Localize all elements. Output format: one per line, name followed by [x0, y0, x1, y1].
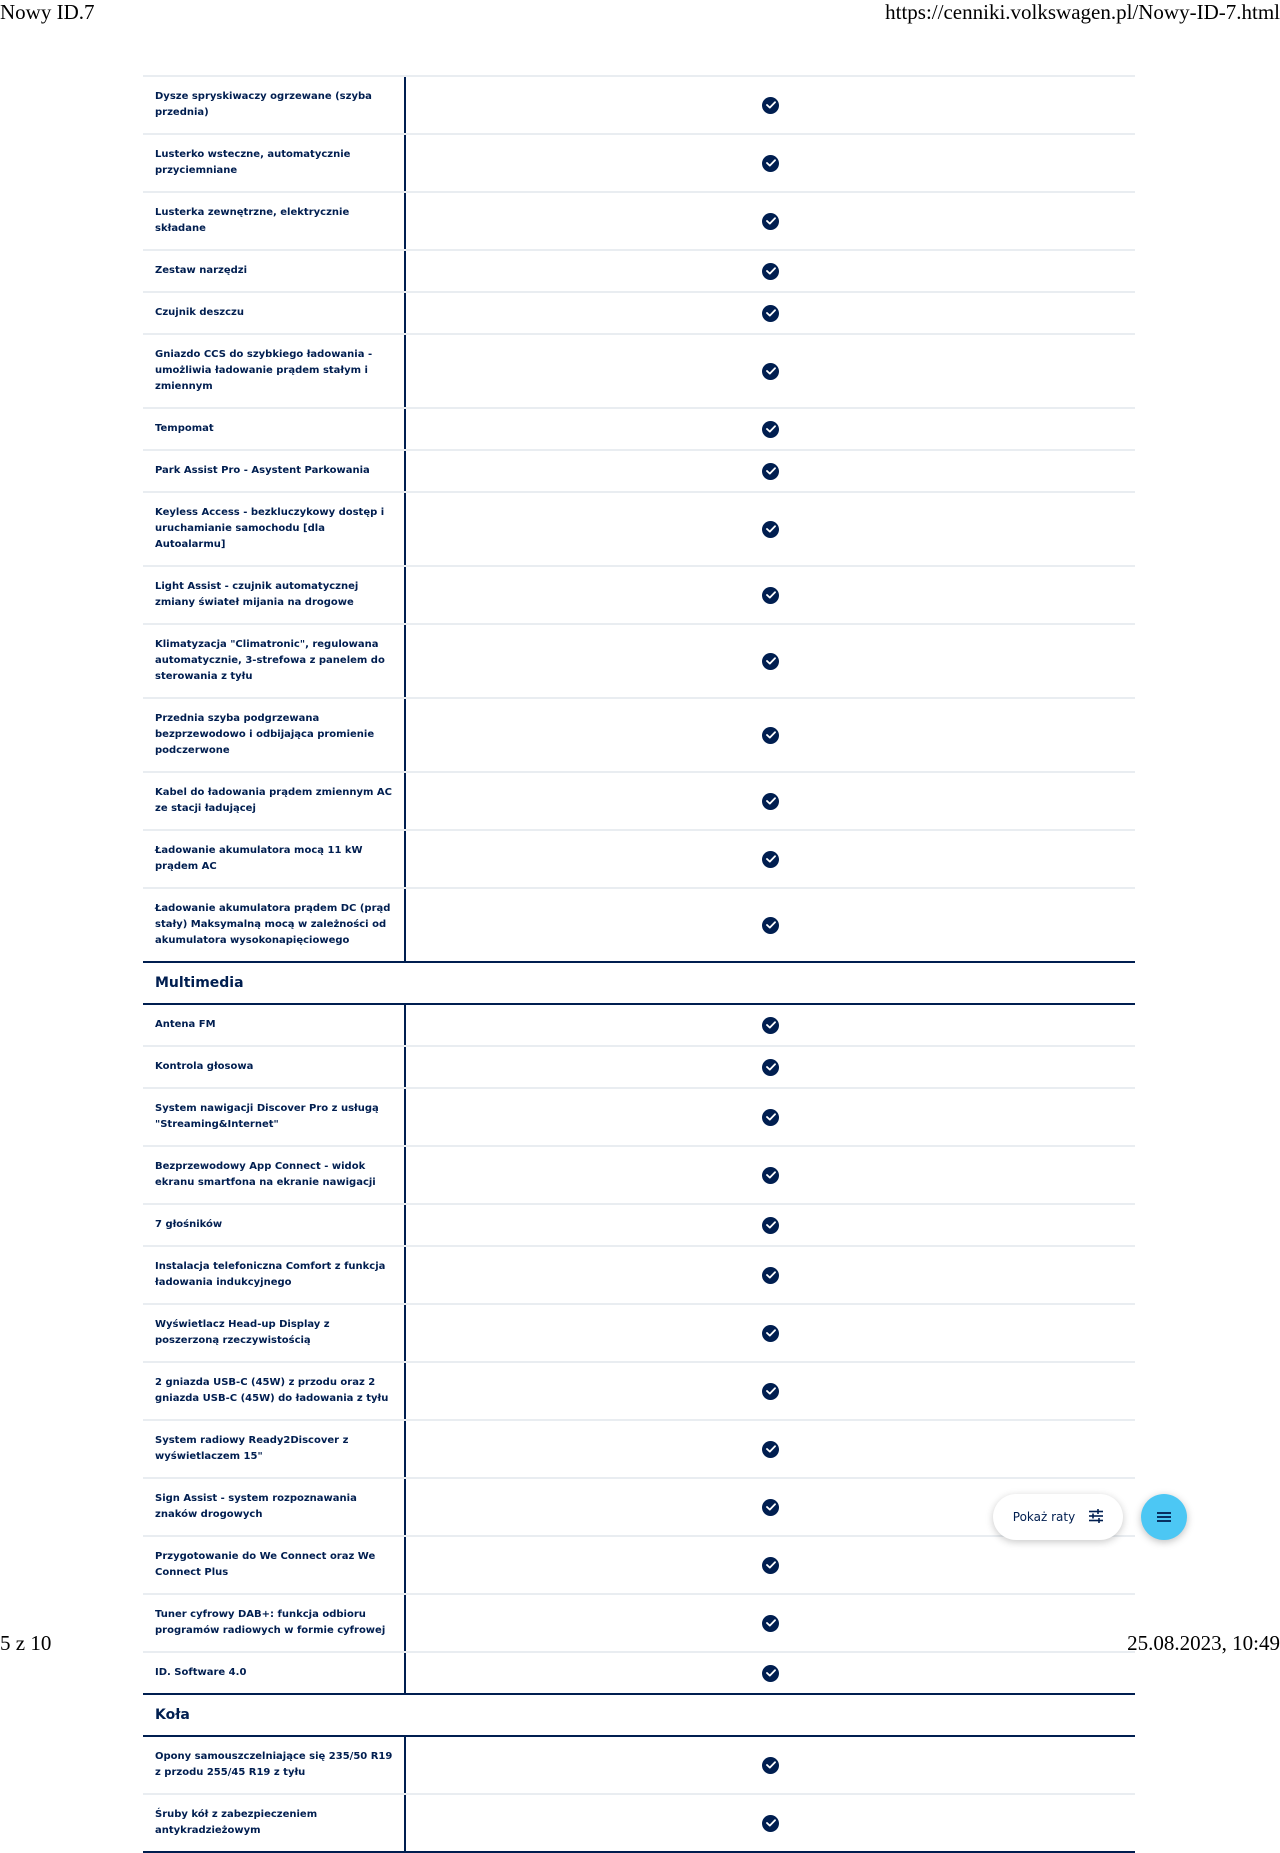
feature-label: Opony samouszczelniające się 235/50 R19 z przodu 255/45 R19 z tyłu: [143, 1737, 406, 1793]
check-circle-icon: [762, 1217, 779, 1234]
feature-availability: [406, 1047, 1135, 1087]
print-header: [0, 0, 1280, 24]
feature-availability: [406, 77, 1135, 133]
table-row: [143, 771, 1135, 829]
table-row: [143, 291, 1135, 333]
menu-button[interactable]: [1141, 1494, 1187, 1540]
feature-availability: [406, 625, 1135, 697]
check-circle-icon: [762, 155, 779, 172]
feature-label: System nawigacji Discover Pro z usługą "Streaming&Internet": [143, 1089, 406, 1145]
check-circle-icon: [762, 213, 779, 230]
check-circle-icon: [762, 363, 779, 380]
check-circle-icon: [762, 1499, 779, 1516]
table-row: [143, 1045, 1135, 1087]
feature-availability: [406, 1653, 1135, 1693]
table-row: [143, 491, 1135, 565]
feature-availability: [406, 251, 1135, 291]
feature-availability: [406, 1247, 1135, 1303]
print-datetime: 25.08.2023, 10:49: [1127, 1631, 1280, 1655]
feature-label: Klimatyzacja "Climatronic", regulowana automatycznie, 3-strefowa z panelem do sterowania z tyłu: [143, 625, 406, 697]
table-row: [143, 1087, 1135, 1145]
feature-availability: [406, 567, 1135, 623]
table-row: [143, 133, 1135, 191]
feature-availability: [406, 335, 1135, 407]
feature-availability: [406, 1537, 1135, 1593]
feature-label: System radiowy Ready2Discover z wyświetlaczem 15": [143, 1421, 406, 1477]
sliders-icon: [1089, 1509, 1103, 1526]
feature-availability: [406, 1795, 1135, 1851]
check-circle-icon: [762, 917, 779, 934]
check-circle-icon: [762, 1267, 779, 1284]
feature-label: Bezprzewodowy App Connect - widok ekranu smartfona na ekranie nawigacji: [143, 1147, 406, 1203]
check-circle-icon: [762, 421, 779, 438]
feature-availability: [406, 135, 1135, 191]
feature-label: 7 głośników: [143, 1205, 406, 1245]
equipment-table: [143, 75, 1135, 1853]
check-circle-icon: [762, 851, 779, 868]
check-circle-icon: [762, 1167, 779, 1184]
table-row: [143, 1793, 1135, 1851]
feature-availability: [406, 293, 1135, 333]
table-row: [143, 191, 1135, 249]
feature-availability: [406, 699, 1135, 771]
feature-label: Instalacja telefoniczna Comfort z funkcja ładowania indukcyjnego: [143, 1247, 406, 1303]
check-circle-icon: [762, 793, 779, 810]
check-circle-icon: [762, 305, 779, 322]
table-row: [143, 1303, 1135, 1361]
feature-availability: [406, 409, 1135, 449]
table-row: [143, 1651, 1135, 1693]
check-circle-icon: [762, 1815, 779, 1832]
check-circle-icon: [762, 587, 779, 604]
feature-label: Keyless Access - bezkluczykowy dostęp i uruchamianie samochodu [dla Autoalarmu]: [143, 493, 406, 565]
feature-label: Czujnik deszczu: [143, 293, 406, 333]
feature-availability: [406, 1363, 1135, 1419]
table-row: [143, 1419, 1135, 1477]
table-row: [143, 333, 1135, 407]
feature-availability: [406, 451, 1135, 491]
feature-label: Przygotowanie do We Connect oraz We Connect Plus: [143, 1537, 406, 1593]
feature-availability: [406, 193, 1135, 249]
feature-availability: [406, 889, 1135, 961]
feature-label: ID. Software 4.0: [143, 1653, 406, 1693]
feature-label: 2 gniazda USB-C (45W) z przodu oraz 2 gniazda USB-C (45W) do ładowania z tyłu: [143, 1363, 406, 1419]
feature-label: Tuner cyfrowy DAB+: funkcja odbioru programów radiowych w formie cyfrowej: [143, 1595, 406, 1651]
check-circle-icon: [762, 1017, 779, 1034]
table-row: [143, 829, 1135, 887]
feature-label: Wyświetlacz Head-up Display z poszerzoną rzeczywistością: [143, 1305, 406, 1361]
check-circle-icon: [762, 1557, 779, 1574]
feature-label: Lusterka zewnętrzne, elektrycznie składane: [143, 193, 406, 249]
feature-label: Light Assist - czujnik automatycznej zmiany świateł mijania na drogowe: [143, 567, 406, 623]
feature-label: Kabel do ładowania prądem zmiennym AC ze stacji ładującej: [143, 773, 406, 829]
table-row: [143, 623, 1135, 697]
feature-label: Śruby kół z zabezpieczeniem antykradzieżowym: [143, 1795, 406, 1851]
table-row: [143, 1245, 1135, 1303]
check-circle-icon: [762, 521, 779, 538]
feature-label: Lusterko wsteczne, automatycznie przyciemniane: [143, 135, 406, 191]
feature-label: Sign Assist - system rozpoznawania znaków drogowych: [143, 1479, 406, 1535]
check-circle-icon: [762, 97, 779, 114]
feature-label: Tempomat: [143, 409, 406, 449]
table-row: [143, 249, 1135, 291]
feature-label: Przednia szyba podgrzewana bezprzewodowo i odbijająca promienie podczerwone: [143, 699, 406, 771]
feature-label: Ładowanie akumulatora mocą 11 kW prądem AC: [143, 831, 406, 887]
feature-availability: [406, 1005, 1135, 1045]
feature-availability: [406, 1147, 1135, 1203]
table-row: [143, 1477, 1135, 1535]
table-row: [143, 407, 1135, 449]
check-circle-icon: [762, 727, 779, 744]
feature-availability: [406, 1089, 1135, 1145]
table-row: [143, 1535, 1135, 1593]
feature-availability: [406, 1205, 1135, 1245]
table-row: [143, 1203, 1135, 1245]
table-row: [143, 75, 1135, 133]
feature-label: Dysze spryskiwaczy ogrzewane (szyba przednia): [143, 77, 406, 133]
print-url: https://cenniki.volkswagen.pl/Nowy-ID-7.html: [885, 0, 1280, 24]
table-row: [143, 1005, 1135, 1045]
check-circle-icon: [762, 1615, 779, 1632]
check-circle-icon: [762, 1325, 779, 1342]
print-footer: [0, 1631, 1280, 1655]
feature-label: Ładowanie akumulatora prądem DC (prąd stały) Maksymalną mocą w zależności od akumulatora wysokonapięciowego: [143, 889, 406, 961]
section-heading: Koła: [143, 1693, 1135, 1737]
check-circle-icon: [762, 1441, 779, 1458]
check-circle-icon: [762, 1059, 779, 1076]
check-circle-icon: [762, 653, 779, 670]
feature-label: Zestaw narzędzi: [143, 251, 406, 291]
check-circle-icon: [762, 1383, 779, 1400]
feature-availability: [406, 831, 1135, 887]
feature-label: Kontrola głosowa: [143, 1047, 406, 1087]
show-installments-button[interactable]: [993, 1494, 1123, 1540]
feature-label: Park Assist Pro - Asystent Parkowania: [143, 451, 406, 491]
table-row: [143, 887, 1135, 961]
feature-availability: [406, 1305, 1135, 1361]
check-circle-icon: [762, 1109, 779, 1126]
table-row: [143, 1145, 1135, 1203]
feature-availability: [406, 1421, 1135, 1477]
table-row: [143, 1737, 1135, 1793]
check-circle-icon: [762, 1757, 779, 1774]
table-row: [143, 449, 1135, 491]
check-circle-icon: [762, 1665, 779, 1682]
feature-availability: [406, 493, 1135, 565]
page-number: 5 z 10: [0, 1631, 52, 1655]
check-circle-icon: [762, 263, 779, 280]
show-installments-label: Pokaż raty: [1012, 1510, 1076, 1524]
feature-availability: [406, 1737, 1135, 1793]
table-row: [143, 565, 1135, 623]
feature-availability: [406, 773, 1135, 829]
feature-label: Gniazdo CCS do szybkiego ładowania - umożliwia ładowanie prądem stałym i zmiennym: [143, 335, 406, 407]
section-heading: Multimedia: [143, 961, 1135, 1005]
print-title: Nowy ID.7: [0, 0, 95, 24]
feature-label: Antena FM: [143, 1005, 406, 1045]
check-circle-icon: [762, 463, 779, 480]
menu-icon: [1157, 1508, 1171, 1527]
table-row: [143, 697, 1135, 771]
table-row: [143, 1361, 1135, 1419]
